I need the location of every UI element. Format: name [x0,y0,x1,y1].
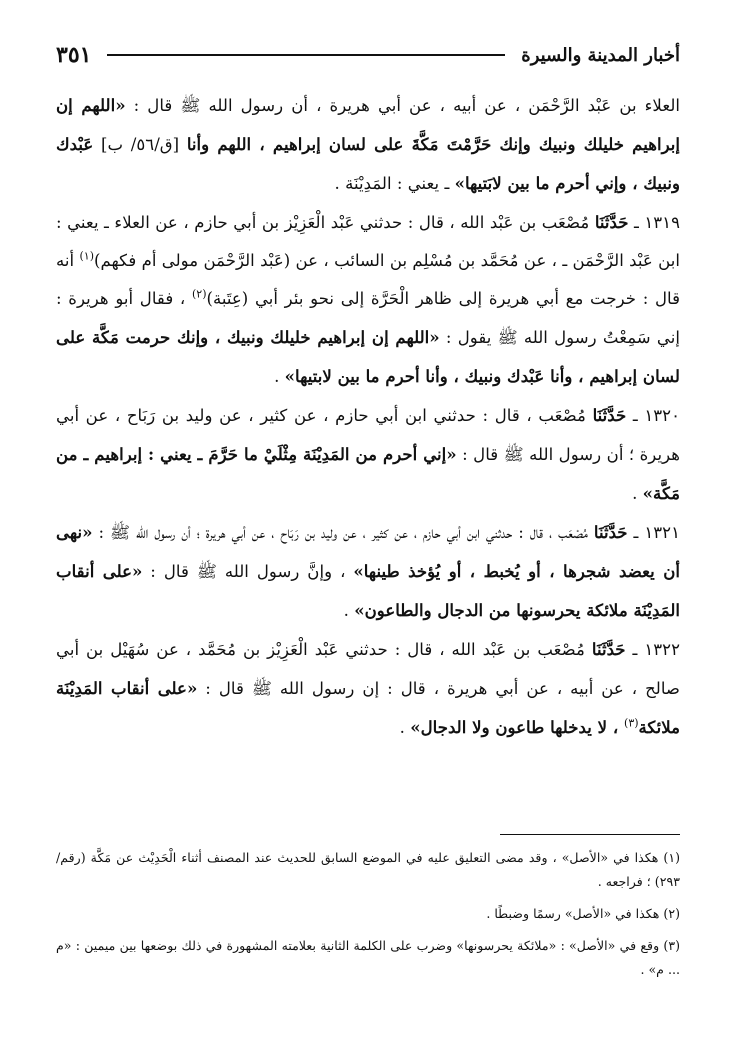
running-title: أخبار المدينة والسيرة [521,44,680,66]
hadith-paragraph-1322 [56,630,680,747]
text-run: . [399,718,411,737]
book-page [56,38,680,1042]
page-header [56,38,680,72]
hadith-paragraph-1320 [56,396,680,513]
text-run: مُصْعَب بن عَبْد الله ، قال : حدثني عَبْد الْعَزِيْز بن مُحَمَّد ، عن سُهَيْل بن أبي صالح ، عن أبيه ، عن أبي هريرة ، قال : إن رسول الله ﷺ قال : [56,640,680,698]
quoted-text: «على أنقاب المَدِيْنَة ملائكة يحرسونها من الدجال والطاعون» [56,561,680,620]
quoted-text: حَدَّثَنَا [591,639,626,659]
header-rule [107,54,505,56]
quoted-text: «نهى أن يعضد شجرها ، أو يُخبط ، أو يُؤخذ طينها» [56,522,680,581]
text-run: . [343,601,355,620]
footnote-marker: (٣) [624,716,639,730]
text-run: مُصْعَب ، قال : حدثني ابن أبي حازم ، عن كثير ، عن وليد بن رَبَاح ، عن أبي هريرة ؛ أن رسول الله ﷺ : [92,523,594,542]
footnote-3: (٣) وقع في «الأصل» : «ملائكة يحرسونها» وضرب على الكلمة الثانية بعلامته المشهورة في ذلك بوضعها بين ميمين : «م ... م» . [56,938,680,977]
quoted-text: حَدَّثَنَا [592,405,627,425]
text-run: ، وإنَّ رسول الله ﷺ قال : [142,562,354,581]
footnote-2: (٢) هكذا في «الأصل» رسمًا وضبطًا . [486,906,680,921]
text-run: مُصْعَب ، قال : حدثني ابن أبي حازم ، عن كثير ، عن وليد بن رَبَاح ، عن أبي هريرة ؛ أن رسول الله ﷺ قال : [56,406,680,464]
text-run: مُصْعَب بن عَبْد الله ، قال : حدثني عَبْد الْعَزِيْز بن أبي حازم ، عن العلاء ـ يعني : ابن عَبْد الرَّحْمَن ـ ، عن مُحَمَّد بن مُسْلِم بن السائب ، عن (عَبْد الرَّحْمَن مولى أم فكهم) [56,213,680,270]
text-run: ١٣٢١ ـ [627,523,680,542]
footnote-marker: (٢) [191,287,207,301]
quoted-text: «اللهم إن إبراهيم خليلك ونبيك وإنك حَرَّمْتَ مَكَّةَ على لسان إبراهيم ، اللهم وأنا [56,95,680,154]
text-run: . [632,484,643,503]
paragraph [56,86,680,203]
quoted-text: «اللهم إن إبراهيم خليلك ونبيك ، وإنك حرمت مَكَّة على لسان إبراهيم ، وأنا عَبْدك ونبيك ، وأنا أحرم ما بين لابتيها» [56,327,680,386]
footnote-1: (١) هكذا في «الأصل» ، وقد مضى التعليق عليه في الموضع السابق للحديث عند المصنف أثناء الْحَدِيْث عن مَكَّة (رقم/ ٢٩٣) ؛ فراجعه . [56,850,680,889]
quoted-text: «إني أحرم من المَدِيْنَة مِثْلَيْ ما حَرَّمَ ـ يعني : إبراهيم ـ من مَكَّة» [56,444,680,503]
text-run: ، فقال أبو هريرة : إني سَمِعْتُ رسول الله ﷺ يقول : [56,289,680,347]
quoted-text: حَدَّثَنَا [593,522,628,542]
text-run: ١٣١٩ ـ [628,213,680,232]
footnote-marker: (١) [79,249,94,263]
main-text [56,86,680,747]
footnotes [56,846,680,990]
text-run: . [274,367,285,386]
hadith-paragraph-1321 [56,513,680,630]
quoted-text: ، لا يدخلها طاعون ولا الدجال» [410,717,625,737]
quoted-text: «على أنقاب المَدِيْنَة ملائكة [56,678,680,737]
quoted-text: عَبْدك ونبيك ، وإني أحرم ما بين لابَتيها» [56,134,680,193]
text-run: [ق/٥٦/ ب] [93,135,187,154]
hadith-paragraph-1319 [56,203,680,396]
quoted-text: حَدَّثَنَا [594,212,629,232]
text-run: أنه قال : خرجت مع أبي هريرة إلى ظاهر الْحَرَّة إلى نحو بئر أبي (عِتَبة) [56,251,681,308]
page-number: ٣٥١ [56,42,92,68]
text-run: العلاء بن عَبْد الرَّحْمَن ، عن أبيه ، عن أبي هريرة ، أن رسول الله ﷺ قال : [125,96,681,115]
text-run: ١٣٢٢ ـ [625,640,680,659]
footnote-divider [500,834,680,835]
text-run: ـ يعني : المَدِيْنَة . [334,174,455,193]
text-run: ١٣٢٠ ـ [626,406,680,425]
